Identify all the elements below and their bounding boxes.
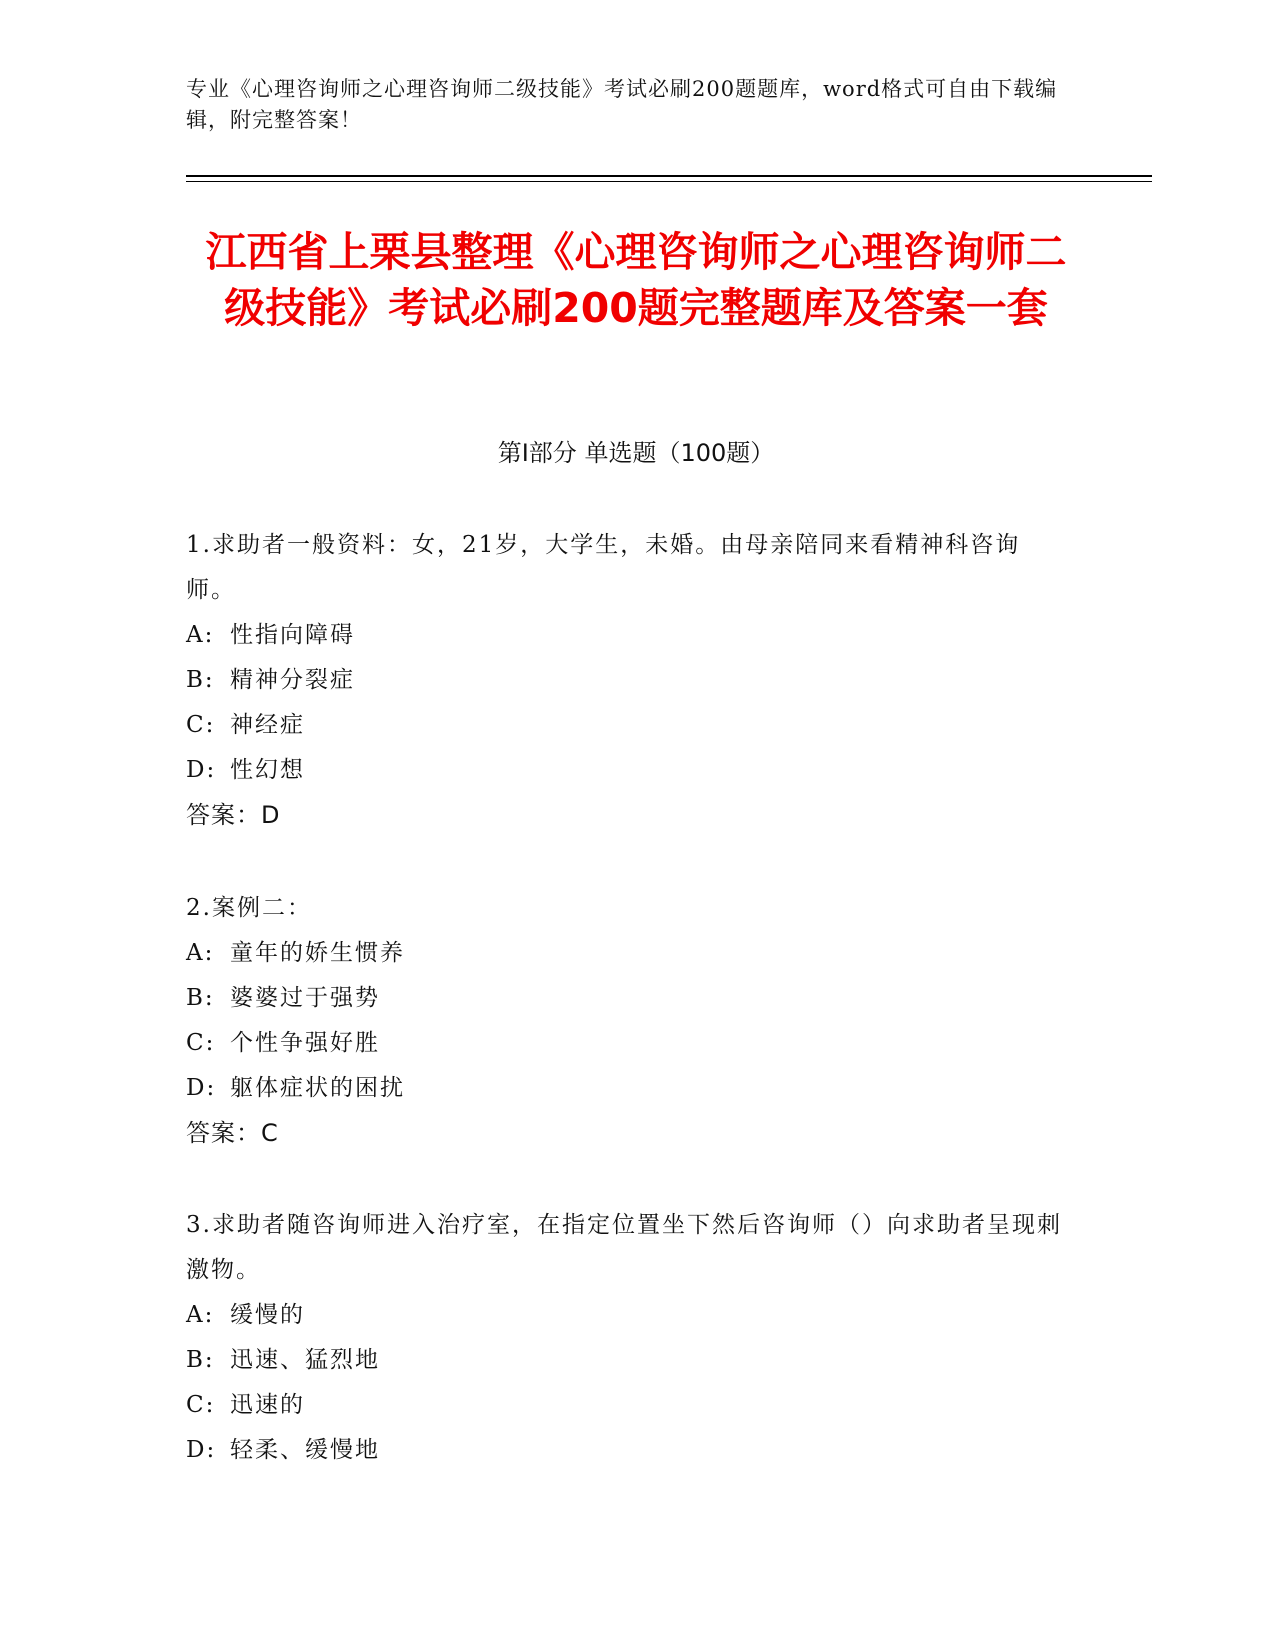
- option-text: 迅速的: [230, 1392, 305, 1418]
- option-letter: D:: [186, 1075, 217, 1101]
- option-c: [186, 1383, 1066, 1428]
- option-letter: B:: [186, 1347, 215, 1373]
- option-letter: C:: [186, 1030, 216, 1056]
- option-text: 神经症: [230, 712, 305, 738]
- option-letter: D:: [186, 1437, 217, 1463]
- option-b: [186, 1338, 1066, 1383]
- question-stem: 2.案例二：: [186, 895, 312, 921]
- header-rule-thick: [186, 175, 1152, 177]
- option-letter: D:: [186, 757, 217, 783]
- option-b: [186, 658, 1066, 703]
- option-letter: A:: [186, 940, 215, 966]
- option-letter: A:: [186, 622, 215, 648]
- option-text: 缓慢的: [230, 1302, 305, 1328]
- option-text: 个性争强好胜: [230, 1030, 380, 1056]
- question-stem: 1.求助者一般资料：女，21岁，大学生，未婚。由母亲陪同来看精神科咨询师。: [186, 532, 1021, 603]
- option-d: [186, 1066, 1066, 1111]
- option-c: [186, 703, 1066, 748]
- option-letter: C:: [186, 712, 216, 738]
- header-note: 专业《心理咨询师之心理咨询师二级技能》考试必刷200题题库，word格式可自由下载编辑，附完整答案！: [186, 77, 1058, 132]
- section-title: 第Ⅰ部分 单选题（100题）: [497, 439, 775, 467]
- question-stem: 3.求助者随咨询师进入治疗室，在指定位置坐下然后咨询师（）向求助者呈现刺激物。: [186, 1212, 1062, 1283]
- option-text: 精神分裂症: [230, 667, 355, 693]
- option-text: 迅速、猛烈地: [230, 1347, 380, 1373]
- option-d: [186, 748, 1066, 793]
- document-title: 江西省上栗县整理《心理咨询师之心理咨询师二级技能》考试必刷200题完整题库及答案一套: [205, 228, 1067, 332]
- option-text: 性幻想: [230, 757, 305, 783]
- option-letter: A:: [186, 1302, 215, 1328]
- option-letter: B:: [186, 985, 215, 1011]
- question-1: [186, 523, 1066, 838]
- option-letter: C:: [186, 1392, 216, 1418]
- option-text: 婆婆过于强势: [230, 985, 380, 1011]
- option-d: [186, 1428, 1066, 1473]
- question-3: [186, 1203, 1066, 1473]
- option-text: 轻柔、缓慢地: [230, 1437, 380, 1463]
- option-text: 童年的娇生惯养: [230, 940, 405, 966]
- option-b: [186, 976, 1066, 1021]
- option-text: 性指向障碍: [230, 622, 355, 648]
- header-rule-thin: [186, 181, 1152, 182]
- option-letter: B:: [186, 667, 215, 693]
- question-2: [186, 886, 1066, 1156]
- option-c: [186, 1021, 1066, 1066]
- option-a: [186, 1293, 1066, 1338]
- option-text: 躯体症状的困扰: [230, 1075, 405, 1101]
- option-a: [186, 931, 1066, 976]
- answer-line: 答案：D: [186, 801, 281, 829]
- option-a: [186, 613, 1066, 658]
- answer-line: 答案：C: [186, 1119, 279, 1147]
